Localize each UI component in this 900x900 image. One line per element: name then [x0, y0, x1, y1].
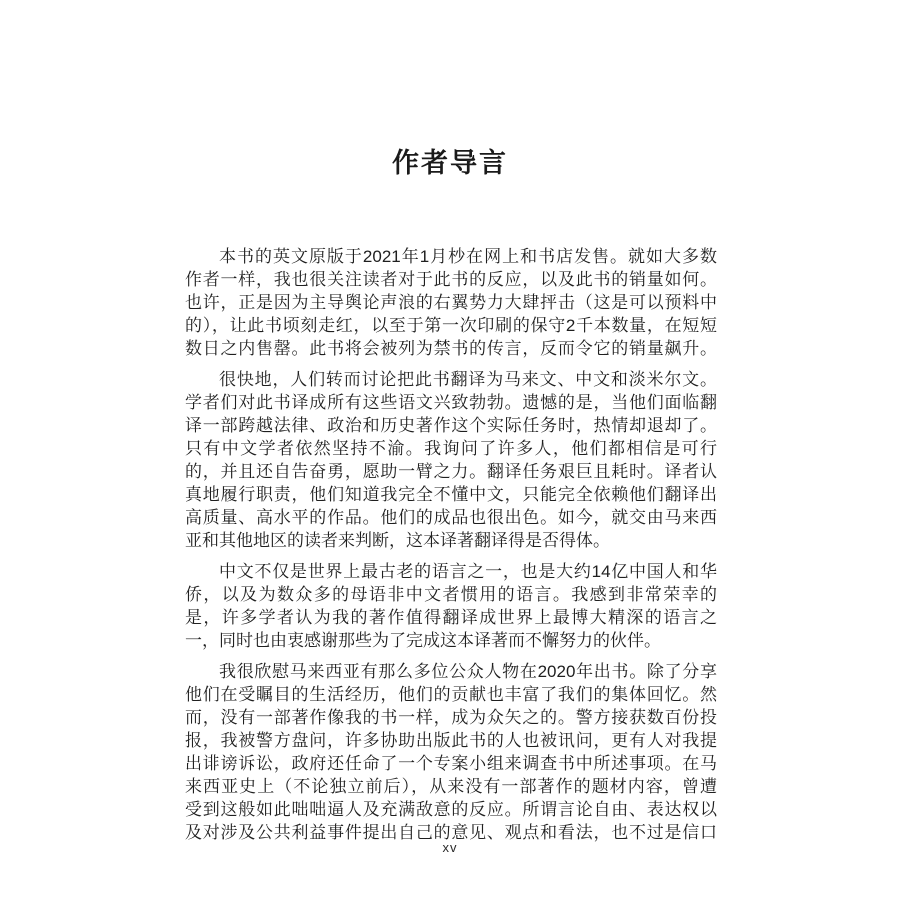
text-line: 亚和其他地区的读者来判断，这本译著翻译得是否得体。	[185, 531, 610, 550]
page-number: xv	[442, 840, 458, 855]
text-line: 来西亚史上（不论独立前后），从来没有一部著作的题材内容，曾遭	[185, 777, 717, 796]
text-line: 只有中文学者依然坚持不渝。我询问了许多人，他们都相信是可行	[185, 439, 717, 458]
text-line: 高质量、高水平的作品。他们的成品也很出色。如今，就交由马来西	[185, 508, 717, 527]
text-line: 的），让此书顷刻走红，以至于第一次印刷的保守2千本数量，在短短	[185, 316, 717, 335]
paragraph	[185, 660, 717, 844]
paragraph	[185, 560, 717, 652]
text-line: 他们在受瞩目的生活经历，他们的贡献也丰富了我们的集体回忆。然	[185, 685, 717, 704]
text-line: 作者一样，我也很关注读者对于此书的反应，以及此书的销量如何。	[185, 270, 717, 289]
text-line: 译一部跨越法律、政治和历史著作这个实际任务时，热情却退却了。	[185, 416, 717, 435]
text-line: 而，没有一部著作像我的书一样，成为众矢之的。警方接获数百份投	[185, 708, 717, 727]
text-line: 我很欣慰马来西亚有那么多位公众人物在2020年出书。除了分享	[219, 662, 717, 681]
paragraph	[185, 245, 717, 360]
page-title: 作者导言	[392, 148, 508, 178]
text-line: 的，并且还自告奋勇，愿助一臂之力。翻译任务艰巨且耗时。译者认	[185, 462, 717, 481]
text-line: 是，许多学者认为我的著作值得翻译成世界上最博大精深的语言之	[185, 608, 717, 627]
text-line: 学者们对此书译成所有这些语文兴致勃勃。遗憾的是，当他们面临翻	[185, 393, 717, 412]
text-line: 一，同时也由衷感谢那些为了完成这本译著而不懈努力的伙伴。	[185, 631, 661, 650]
text-line: 受到这般如此咄咄逼人及充满敌意的反应。所谓言论自由、表达权以	[185, 800, 717, 819]
text-line: 出诽谤诉讼，政府还任命了一个专案小组来调查书中所述事项。在马	[185, 754, 717, 773]
text-line: 侨，以及为数众多的母语非中文者惯用的语言。我感到非常荣幸的	[185, 585, 717, 604]
paragraph	[185, 368, 717, 552]
text-line: 真地履行职责，他们知道我完全不懂中文，只能完全依赖他们翻译出	[185, 485, 717, 504]
text-line: 中文不仅是世界上最古老的语言之一，也是大约14亿中国人和华	[219, 562, 717, 581]
text-line: 数日之内售罄。此书将会被列为禁书的传言，反而令它的销量飙升。	[185, 339, 717, 358]
text-line: 很快地，人们转而讨论把此书翻译为马来文、中文和淡米尔文。	[219, 370, 717, 389]
body-text	[185, 245, 717, 852]
text-line: 本书的英文原版于2021年1月杪在网上和书店发售。就如大多数	[219, 247, 717, 266]
text-line: 及对涉及公共利益事件提出自己的意见、观点和看法，也不过是信口	[185, 823, 717, 842]
text-line: 报，我被警方盘问，许多协助出版此书的人也被讯问，更有人对我提	[185, 731, 717, 750]
text-line: 也许，正是因为主导舆论声浪的右翼势力大肆抨击（这是可以预料中	[185, 293, 717, 312]
